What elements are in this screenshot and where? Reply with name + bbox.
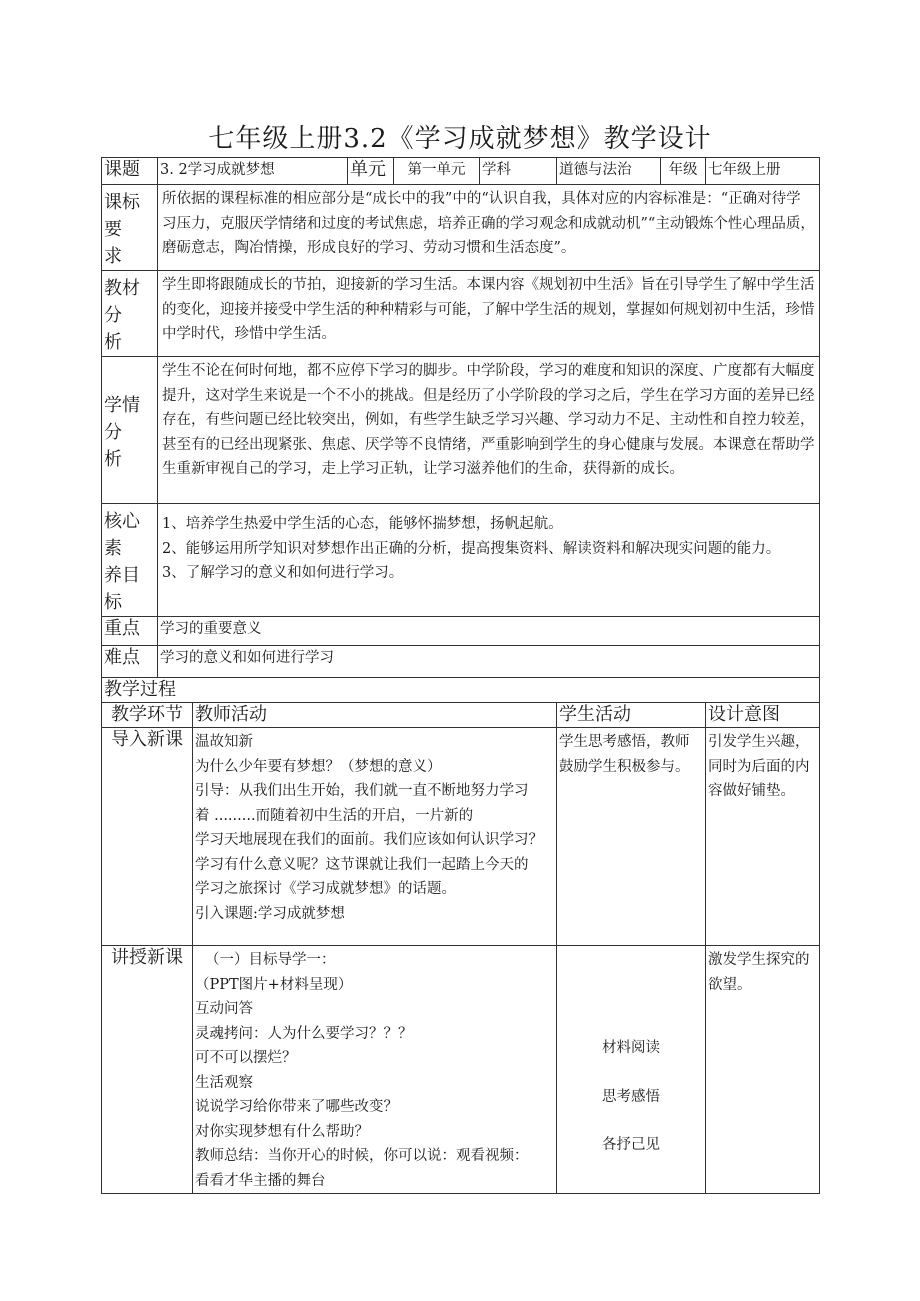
core-items [158,504,820,617]
curriculum-row [102,185,820,271]
core-item: 3、了解学习的意义和如何进行学习。 [162,565,404,581]
lecture-student: 材料阅读 思考感悟 各抒己见 [557,946,706,1194]
intro-stage: 导入新课 [102,728,193,946]
document-title: 七年级上册3.2《学习成就梦想》教学设计 [208,124,712,154]
core-item: 1、培养学生热爱中学生活的心态，能够怀揣梦想，扬帆起航。 [162,516,563,532]
subject-label: 学科 [480,158,557,185]
intro-teacher: 温故知新 为什么少年要有梦想？（梦想的意义） 引导：从我们出生开始，我们就一直不断地努力学习 着 .........而随着初中生活的开启，一片新的 学习天地展现在我们的面前。我们应该如何认识学习？ 学习有什么意义呢？这节课就让我们一起踏上今天的 学习之旅探讨《学习成就梦想》的话题。 引入课题:学习成就梦想 [193,728,557,946]
core-item: 2、能够运用所学知识对梦想作出正确的分析，提高搜集资料、解读资料和解决现实问题的能力。 [162,540,781,557]
lecture-stage: 讲授新课 [102,946,193,1194]
grade-value: 七年级上册 [706,158,820,185]
students-label: 学情分 析 [102,357,158,504]
unit-label: 单元 [348,158,394,185]
unit-value: 第一单元 [394,158,480,185]
intro-row [102,728,820,946]
textbook-row [102,271,820,357]
header-student: 学生活动 [557,703,706,728]
info-row [102,158,820,185]
lesson-plan-table [101,157,820,1194]
curriculum-text: 所依据的课程标准的相应部分是“成长中的我”中的“认识自我，具体对应的内容标准是：“正确对待学习压力，克服厌学情绪和过度的考试焦虑，培养正确的学习观念和成就动机”“主动锻炼个性心理品质，磨砺意志，陶冶情操，形成良好的学习、劳动习惯和生活态度”。 [158,185,820,271]
textbook-text: 学生即将跟随成长的节拍，迎接新的学习生活。本课内容《规划初中生活》旨在引导学生了解中学生活的变化，迎接并接受中学生活的种种精彩与可能，了解中学生活的规划，掌握如何规划初中生活，珍惜中学时代，珍惜中学生活。 [158,271,820,357]
core-row [102,504,820,617]
lecture-intent: 激发学生探究的 欲望。 [706,946,820,1194]
students-row [102,357,820,504]
key-point-label: 重点 [102,617,158,646]
header-stage: 教学环节 [102,703,193,728]
key-point-row [102,617,820,646]
difficulty-row [102,646,820,678]
grade-label: 年级 [661,158,706,185]
process-header-row [102,703,820,728]
topic-label: 课题 [102,158,158,185]
difficulty-label: 难点 [102,646,158,678]
core-label: 核心素 养目标 [102,504,158,617]
curriculum-label: 课标要 求 [102,185,158,271]
textbook-label: 教材分 析 [102,271,158,357]
intro-intent: 引发学生兴趣， 同时为后面的内 容做好铺垫。 [706,728,820,946]
process-label: 教学过程 [102,678,820,703]
key-point-text: 学习的重要意义 [158,617,820,646]
difficulty-text: 学习的意义和如何进行学习 [158,646,820,678]
topic-value: 3. 2学习成就梦想 [158,158,348,185]
students-text: 学生不论在何时何地，都不应停下学习的脚步。中学阶段，学习的难度和知识的深度、广度都有大幅度提升，这对学生来说是一个不小的挑战。但是经历了小学阶段的学习之后，学生在学习方面的差异已经存在，有些问题已经比较突出，例如，有些学生缺乏学习兴趣、学习动力不足、主动性和自控力较差，甚至有的已经出现紧张、焦虑、厌学等不良情绪，严重影响到学生的身心健康与发展。本课意在帮助学生重新审视自己的学习，走上学习正轨，让学习滋养他们的生命，获得新的成长。 [158,357,820,504]
header-teacher: 教师活动 [193,703,557,728]
subject-value: 道德与法治 [557,158,661,185]
lecture-row [102,946,820,1194]
intro-student: 学生思考感悟，教师 鼓励学生积极参与。 [557,728,706,946]
process-label-row [102,678,820,703]
header-intent: 设计意图 [706,703,820,728]
lecture-teacher: （一）目标导学一： （PPT图片+材料呈现） 互动问答 灵魂拷问：人为什么要学习？？？ 可不可以摆烂？ 生活观察 说说学习给你带来了哪些改变？ 对你实现梦想有什么帮助？ 教师总结：当你开心的时候，你可以说：观看视频： 看看才华主播的舞台 [193,946,557,1194]
